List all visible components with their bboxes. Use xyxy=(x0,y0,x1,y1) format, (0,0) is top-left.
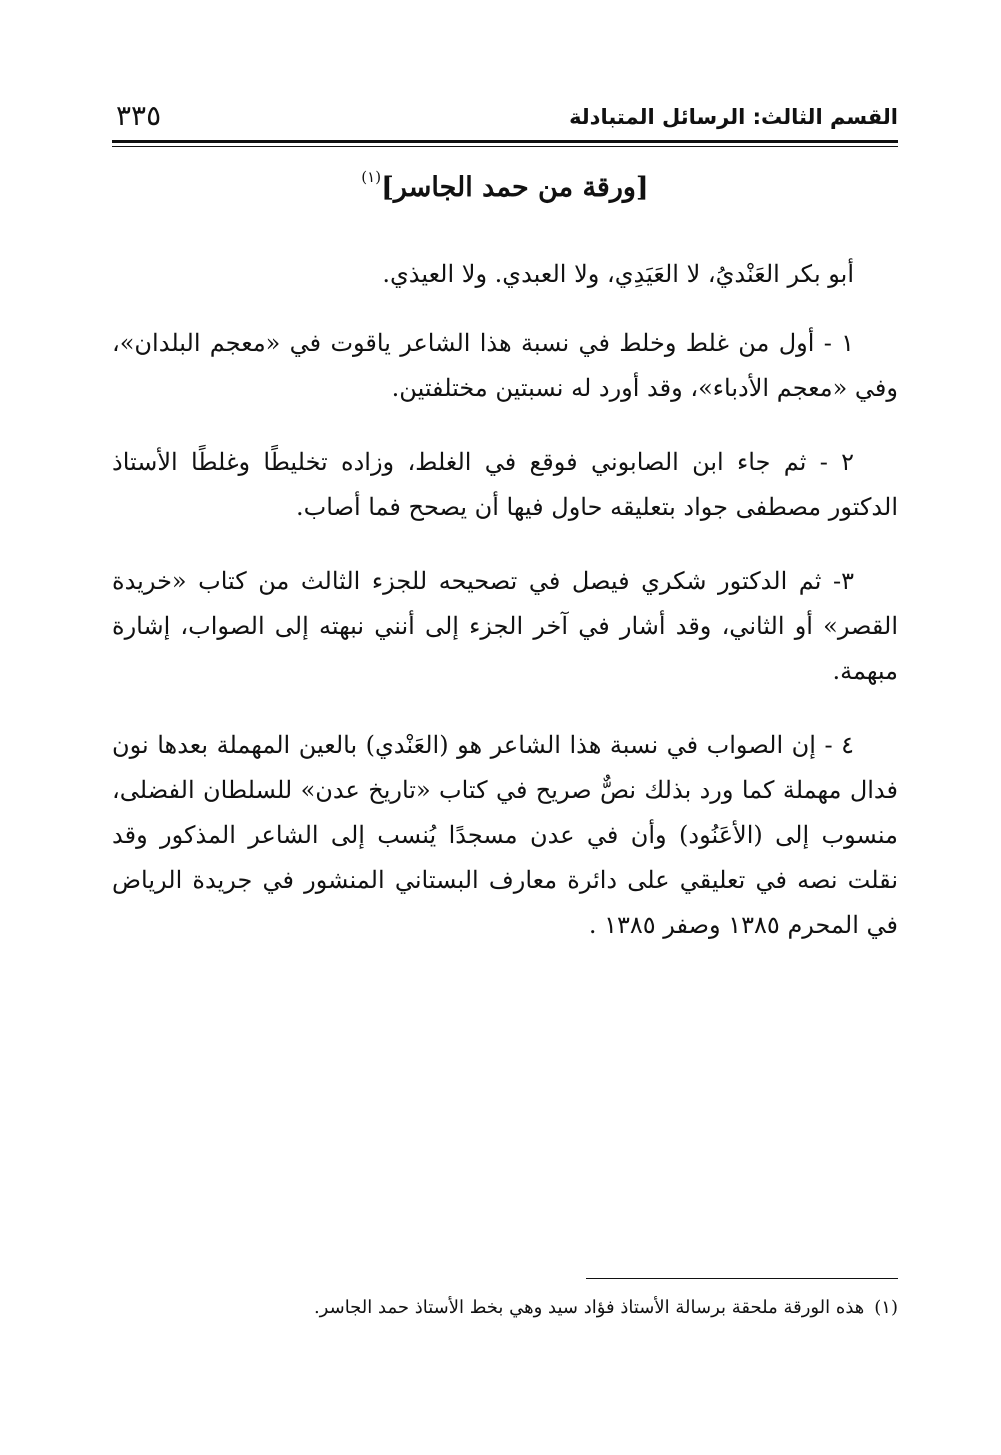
section-title-footnote-ref: (١) xyxy=(361,168,382,186)
numbered-paragraph-4: ٤ - إن الصواب في نسبة هذا الشاعر هو (العَنْدي) بالعين المهملة بعدها نون فدال مهملة كما ورد بذلك نصٌّ صريح في كتاب «تاريخ عدن» للسلطان الفضلى، منسوب إلى (الأعَنُود) وأن في عدن مسجدًا يُنسب إلى الشاعر المذكور وقد نقلت نصه في تعليقي على دائرة معارف البستاني المنشور في جريدة الرياض في المحرم ١٣٨٥ وصفر ١٣٨٥ . xyxy=(112,731,898,939)
footnote-rule xyxy=(586,1278,898,1279)
numbered-paragraph-1: ١ - أول من غلط وخلط في نسبة هذا الشاعر ياقوت في «معجم البلدان»، وفي «معجم الأدباء»، وقد أورد له نسبتين مختلفتين. xyxy=(112,329,898,402)
page-number: ٣٣٥ xyxy=(116,99,162,132)
body-text xyxy=(112,252,898,977)
footnote-text: هذه الورقة ملحقة برسالة الأستاذ فؤاد سيد وهي بخط الأستاذ حمد الجاسر. xyxy=(313,1297,865,1318)
running-header-title: القسم الثالث: الرسائل المتبادلة xyxy=(569,105,898,129)
numbered-paragraph-2: ٢ - ثم جاء ابن الصابوني فوقع في الغلط، وزاده تخليطًا وغلطًا الأستاذ الدكتور مصطفى جواد بتعليقه حاول فيها أن يصحح فما أصاب. xyxy=(112,448,898,521)
numbered-paragraph-3: ٣- ثم الدكتور شكري فيصل في تصحيحه للجزء الثالث من كتاب «خريدة القصر» أو الثاني، وقد أشار في آخر الجزء إلى أنني نبهته إلى الصواب، إشارة مبهمة. xyxy=(112,567,898,685)
footnote xyxy=(112,1294,898,1322)
footnote-marker: (١) xyxy=(874,1297,898,1318)
intro-paragraph: أبو بكر العَنْديُ، لا العَيَدِي، ولا العبدي. ولا العيذي. xyxy=(382,260,854,288)
section-title-text: [ورقة من حمد الجاسر] xyxy=(381,172,649,203)
header-rule-thin xyxy=(112,146,898,147)
section-title xyxy=(112,166,898,210)
book-page xyxy=(112,96,898,1396)
header-rule-thick xyxy=(112,140,898,143)
running-header xyxy=(112,96,898,138)
